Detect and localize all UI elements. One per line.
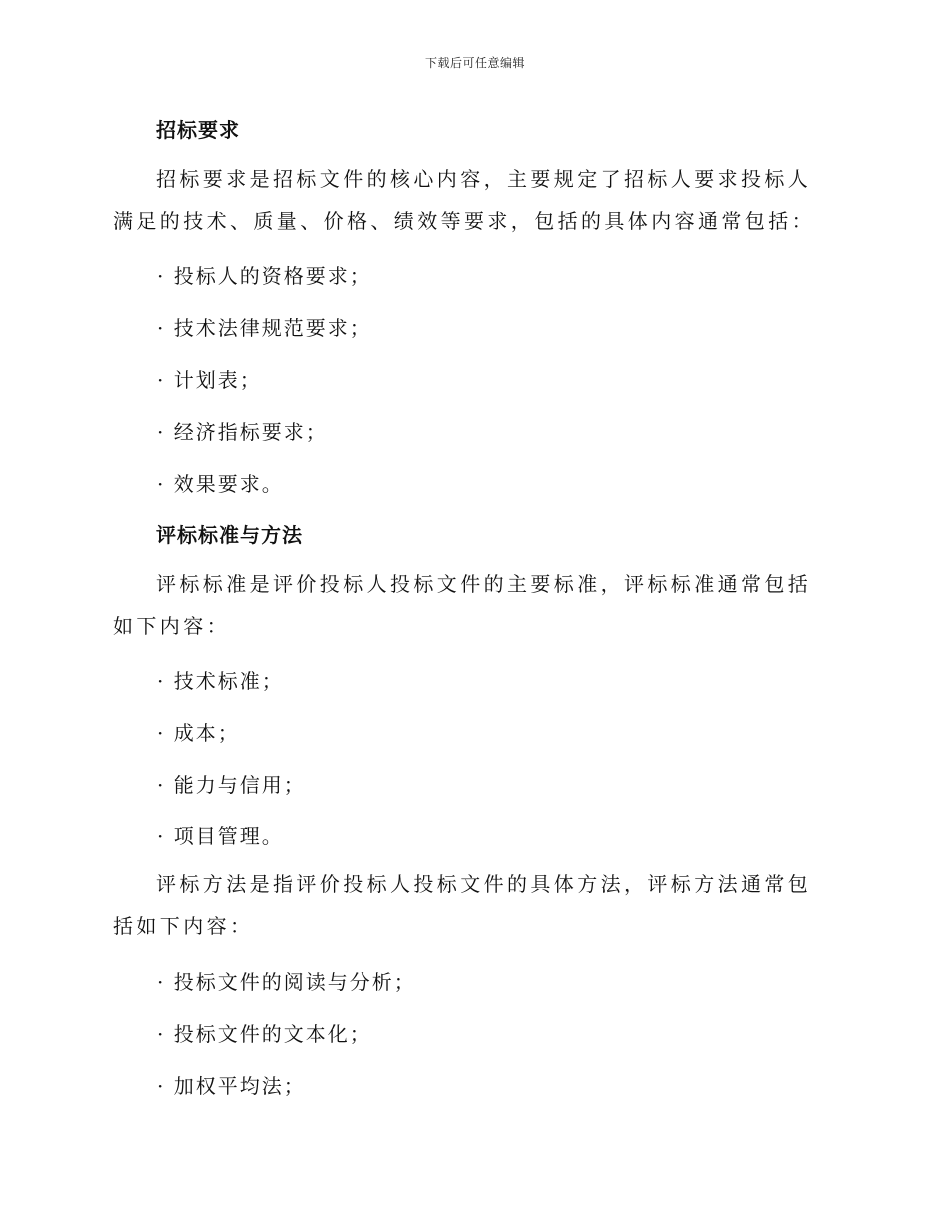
- list-item: · 加权平均法；: [157, 1074, 306, 1098]
- paragraph-bid-requirements: 招标要求是招标文件的核心内容，主要规定了招标人要求投标人满足的技术、质量、价格、绩效等要求，包括的具体内容通常包括：: [113, 167, 815, 233]
- list-item: · 成本；: [157, 721, 240, 745]
- paragraph-evaluation-standards: 评标标准是评价投标人投标文件的主要标准，评标标准通常包括如下内容：: [113, 572, 812, 638]
- section-heading-bid-requirements: 招标要求: [156, 118, 240, 142]
- list-item: · 计划表；: [157, 368, 262, 392]
- list-item: · 效果要求。: [157, 472, 284, 496]
- section-heading-evaluation: 评标标准与方法: [156, 523, 303, 547]
- header-note: 下载后可任意编辑: [424, 56, 525, 70]
- list-item: · 投标文件的文本化；: [157, 1022, 372, 1046]
- list-item: · 投标人的资格要求；: [157, 264, 372, 288]
- list-item: · 投标文件的阅读与分析；: [157, 970, 416, 994]
- list-item: · 能力与信用；: [157, 773, 306, 797]
- list-item: · 项目管理。: [157, 824, 284, 848]
- list-item: · 技术标准；: [157, 669, 284, 693]
- list-item: · 经济指标要求；: [157, 420, 328, 444]
- paragraph-evaluation-methods: 评标方法是指评价投标人投标文件的具体方法，评标方法通常包括如下内容：: [113, 872, 812, 938]
- list-item: · 技术法律规范要求；: [157, 316, 372, 340]
